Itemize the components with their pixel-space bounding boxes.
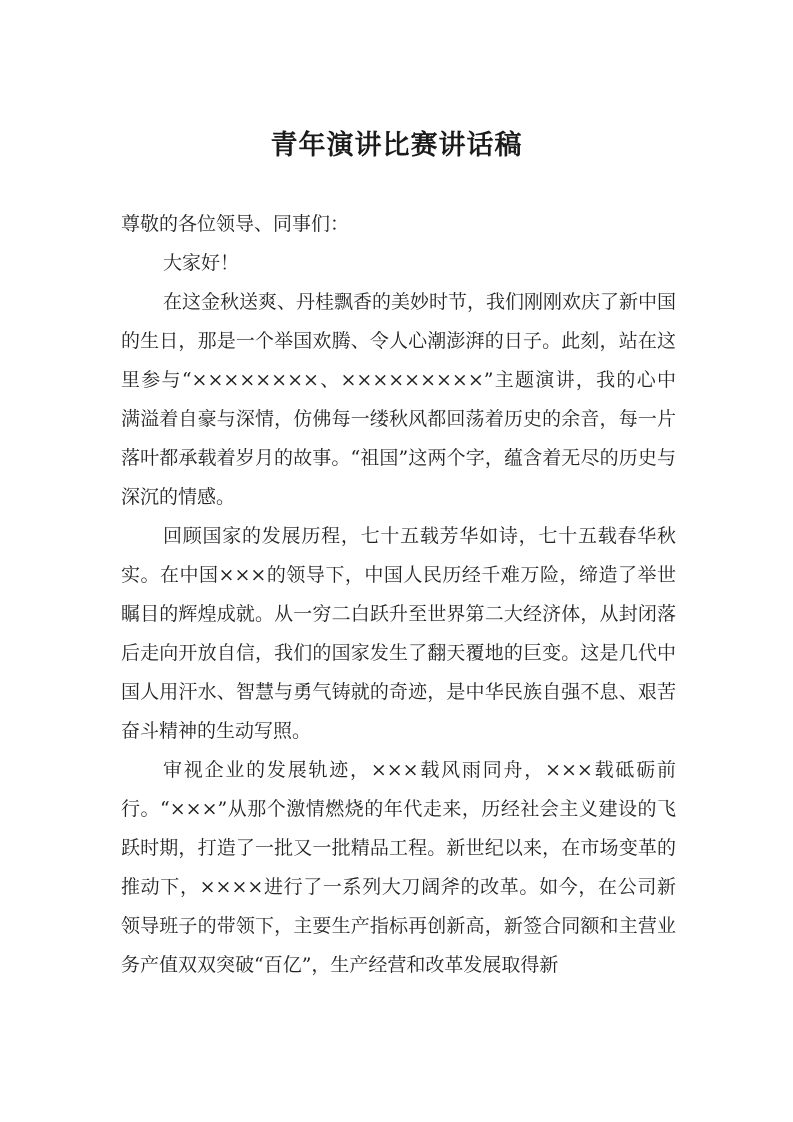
paragraph-1: 在这金秋送爽、丹桂飘香的美妙时节，我们刚刚欢庆了新中国的生日，那是一个举国欢腾、令人心潮澎湃的日子。此刻，站在这里参与“××××××××、×××××××××”主题演讲，我的心中满溢着自豪与深情，仿佛每一缕秋风都回荡着历史的余音，每一片落叶都承载着岁月的故事。“祖国”这两个字，蕴含着无尽的历史与深沉的情感。 — [121, 291, 677, 508]
salutation: 尊敬的各位领导、同事们： — [121, 213, 350, 235]
document-body — [121, 205, 676, 985]
paragraph-2: 回顾国家的发展历程，七十五载芳华如诗，七十五载春华秋实。在中国×××的领导下，中国人民历经千难万险，缔造了举世瞩目的辉煌成就。从一穷二白跃升至世界第二大经济体，从封闭落后走向开放自信，我们的国家发生了翻天覆地的巨变。这是几代中国人用汗水、智慧与勇气铸就的奇迹，是中华民族自强不息、艰苦奋斗精神的生动写照。 — [121, 525, 676, 742]
document-title: 青年演讲比赛讲话稿 — [270, 130, 523, 161]
paragraph-3: 审视企业的发展轨迹，×××载风雨同舟，×××载砥砺前行。“×××”从那个激情燃烧的年代走来，历经社会主义建设的飞跃时期，打造了一批又一批精品工程。新世纪以来，在市场变革的推动下，××××进行了一系列大刀阔斧的改革。如今，在公司新领导班子的带领下，主要生产指标再创新高，新签合同额和主营业务产值双双突破“百亿”，生产经营和改革发展取得新 — [121, 759, 676, 976]
paragraph-greeting: 大家好！ — [163, 252, 240, 274]
